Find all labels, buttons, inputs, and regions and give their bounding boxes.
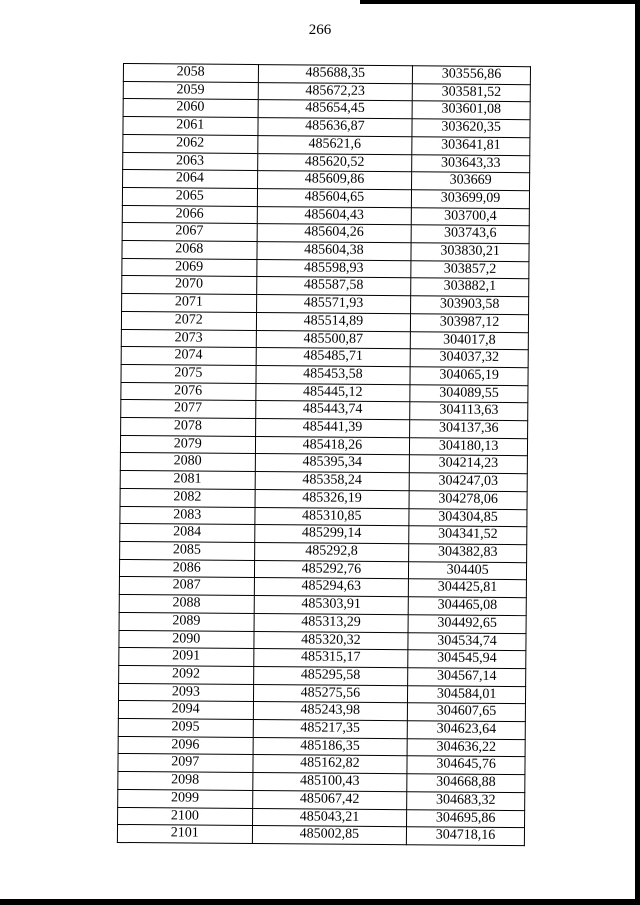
y-coordinate-cell: 303903,58 bbox=[411, 296, 529, 315]
x-coordinate-cell: 485275,56 bbox=[253, 684, 408, 703]
point-number-cell: 2092 bbox=[119, 665, 254, 684]
y-coordinate-cell: 304089,55 bbox=[410, 384, 528, 403]
y-coordinate-cell: 304645,76 bbox=[407, 756, 525, 775]
table-row bbox=[117, 825, 524, 846]
point-number-cell: 2096 bbox=[118, 736, 253, 755]
x-coordinate-cell: 485294,63 bbox=[254, 578, 409, 597]
point-number-cell: 2073 bbox=[121, 329, 256, 348]
point-number-cell: 2093 bbox=[118, 683, 253, 702]
point-number-cell: 2076 bbox=[121, 382, 256, 401]
point-number-cell: 2062 bbox=[123, 134, 258, 153]
y-coordinate-cell: 304718,16 bbox=[407, 827, 525, 846]
point-number-cell: 2060 bbox=[123, 99, 258, 118]
x-coordinate-cell: 485310,85 bbox=[254, 507, 409, 526]
x-coordinate-cell: 485621,6 bbox=[257, 135, 412, 154]
y-coordinate-cell: 304534,74 bbox=[408, 632, 526, 651]
x-coordinate-cell: 485445,12 bbox=[255, 383, 410, 402]
x-coordinate-cell: 485598,93 bbox=[256, 259, 411, 278]
y-coordinate-cell: 304607,65 bbox=[408, 703, 526, 722]
point-number-cell: 2074 bbox=[121, 347, 256, 366]
point-number-cell: 2085 bbox=[120, 541, 255, 560]
x-coordinate-cell: 485604,26 bbox=[257, 224, 412, 243]
x-coordinate-cell: 485313,29 bbox=[254, 613, 409, 632]
y-coordinate-cell: 304636,22 bbox=[407, 738, 525, 757]
y-coordinate-cell: 304214,23 bbox=[409, 455, 527, 474]
y-coordinate-cell: 303882,1 bbox=[411, 278, 529, 297]
point-number-cell: 2086 bbox=[119, 559, 254, 578]
x-coordinate-cell: 485604,65 bbox=[257, 188, 412, 207]
point-number-cell: 2070 bbox=[122, 276, 257, 295]
x-coordinate-cell: 485358,24 bbox=[255, 472, 410, 491]
x-coordinate-cell: 485620,52 bbox=[257, 153, 412, 172]
y-coordinate-cell: 304567,14 bbox=[408, 668, 526, 687]
point-number-cell: 2090 bbox=[119, 630, 254, 649]
y-coordinate-cell: 304683,32 bbox=[407, 792, 525, 811]
point-number-cell: 2067 bbox=[122, 223, 257, 242]
x-coordinate-cell: 485500,87 bbox=[256, 330, 411, 349]
x-coordinate-cell: 485303,91 bbox=[254, 596, 409, 615]
x-coordinate-cell: 485443,74 bbox=[255, 401, 410, 420]
x-coordinate-cell: 485067,42 bbox=[252, 790, 407, 809]
point-number-cell: 2078 bbox=[121, 418, 256, 437]
y-coordinate-cell: 304695,86 bbox=[407, 809, 525, 828]
y-coordinate-cell: 304278,06 bbox=[409, 491, 527, 510]
y-coordinate-cell: 304465,08 bbox=[408, 597, 526, 616]
point-number-cell: 2065 bbox=[122, 187, 257, 206]
y-coordinate-cell: 303643,33 bbox=[412, 154, 530, 173]
x-coordinate-cell: 485100,43 bbox=[252, 773, 407, 792]
x-coordinate-cell: 485315,17 bbox=[253, 649, 408, 668]
point-number-cell: 2059 bbox=[123, 81, 258, 100]
y-coordinate-cell: 304584,01 bbox=[408, 685, 526, 704]
y-coordinate-cell: 303641,81 bbox=[412, 137, 530, 156]
x-coordinate-cell: 485186,35 bbox=[253, 737, 408, 756]
y-coordinate-cell: 304180,13 bbox=[410, 438, 528, 457]
y-coordinate-cell: 303601,08 bbox=[412, 101, 530, 120]
coordinates-table-body bbox=[117, 64, 530, 846]
y-coordinate-cell: 303581,52 bbox=[412, 83, 530, 102]
y-coordinate-cell: 304425,81 bbox=[409, 579, 527, 598]
y-coordinate-cell: 303743,6 bbox=[411, 225, 529, 244]
x-coordinate-cell: 485672,23 bbox=[258, 82, 413, 101]
coordinates-table bbox=[117, 63, 531, 846]
x-coordinate-cell: 485441,39 bbox=[255, 419, 410, 438]
point-number-cell: 2066 bbox=[122, 205, 257, 224]
scan-edge-bottom bbox=[0, 899, 640, 905]
point-number-cell: 2063 bbox=[123, 152, 258, 171]
y-coordinate-cell: 304247,03 bbox=[409, 473, 527, 492]
point-number-cell: 2082 bbox=[120, 488, 255, 507]
x-coordinate-cell: 485636,87 bbox=[258, 118, 413, 137]
x-coordinate-cell: 485418,26 bbox=[255, 436, 410, 455]
y-coordinate-cell: 303556,86 bbox=[413, 66, 531, 85]
x-coordinate-cell: 485514,89 bbox=[256, 312, 411, 331]
x-coordinate-cell: 485604,38 bbox=[257, 242, 412, 261]
x-coordinate-cell: 485295,58 bbox=[253, 666, 408, 685]
y-coordinate-cell: 304304,85 bbox=[409, 508, 527, 527]
scan-edge-top bbox=[360, 0, 640, 4]
y-coordinate-cell: 304065,19 bbox=[410, 367, 528, 386]
point-number-cell: 2083 bbox=[120, 506, 255, 525]
point-number-cell: 2068 bbox=[122, 241, 257, 260]
x-coordinate-cell: 485292,8 bbox=[254, 543, 409, 562]
x-coordinate-cell: 485571,93 bbox=[256, 295, 411, 314]
point-number-cell: 2088 bbox=[119, 595, 254, 614]
x-coordinate-cell: 485326,19 bbox=[255, 489, 410, 508]
y-coordinate-cell: 303669 bbox=[412, 172, 530, 191]
x-coordinate-cell: 485587,58 bbox=[256, 277, 411, 296]
point-number-cell: 2087 bbox=[119, 577, 254, 596]
point-number-cell: 2079 bbox=[120, 435, 255, 454]
x-coordinate-cell: 485395,34 bbox=[255, 454, 410, 473]
point-number-cell: 2072 bbox=[121, 311, 256, 330]
x-coordinate-cell: 485299,14 bbox=[254, 525, 409, 544]
point-number-cell: 2069 bbox=[122, 258, 257, 277]
x-coordinate-cell: 485002,85 bbox=[252, 826, 407, 845]
x-coordinate-cell: 485688,35 bbox=[258, 65, 413, 84]
y-coordinate-cell: 303857,2 bbox=[411, 261, 529, 280]
point-number-cell: 2061 bbox=[123, 117, 258, 136]
y-coordinate-cell: 304405 bbox=[409, 561, 527, 580]
y-coordinate-cell: 304017,8 bbox=[410, 331, 528, 350]
scan-edge-right bbox=[635, 0, 640, 905]
point-number-cell: 2095 bbox=[118, 718, 253, 737]
point-number-cell: 2091 bbox=[119, 648, 254, 667]
y-coordinate-cell: 304668,88 bbox=[407, 774, 525, 793]
point-number-cell: 2084 bbox=[120, 524, 255, 543]
x-coordinate-cell: 485320,32 bbox=[253, 631, 408, 650]
point-number-cell: 2081 bbox=[120, 471, 255, 490]
x-coordinate-cell: 485604,43 bbox=[257, 206, 412, 225]
point-number-cell: 2098 bbox=[118, 772, 253, 791]
point-number-cell: 2080 bbox=[120, 453, 255, 472]
point-number-cell: 2089 bbox=[119, 612, 254, 631]
point-number-cell: 2094 bbox=[118, 701, 253, 720]
y-coordinate-cell: 304492,65 bbox=[408, 615, 526, 634]
point-number-cell: 2101 bbox=[117, 825, 252, 844]
y-coordinate-cell: 304341,52 bbox=[409, 526, 527, 545]
x-coordinate-cell: 485217,35 bbox=[253, 720, 408, 739]
x-coordinate-cell: 485162,82 bbox=[253, 755, 408, 774]
x-coordinate-cell: 485243,98 bbox=[253, 702, 408, 721]
x-coordinate-cell: 485043,21 bbox=[252, 808, 407, 827]
y-coordinate-cell: 303620,35 bbox=[412, 119, 530, 138]
x-coordinate-cell: 485654,45 bbox=[258, 100, 413, 119]
y-coordinate-cell: 304545,94 bbox=[408, 650, 526, 669]
y-coordinate-cell: 303700,4 bbox=[411, 207, 529, 226]
point-number-cell: 2099 bbox=[118, 789, 253, 808]
point-number-cell: 2064 bbox=[123, 170, 258, 189]
y-coordinate-cell: 303987,12 bbox=[411, 314, 529, 333]
page-number: 266 bbox=[308, 22, 332, 38]
x-coordinate-cell: 485453,58 bbox=[256, 366, 411, 385]
x-coordinate-cell: 485485,71 bbox=[256, 348, 411, 367]
x-coordinate-cell: 485292,76 bbox=[254, 560, 409, 579]
y-coordinate-cell: 303699,09 bbox=[412, 190, 530, 209]
point-number-cell: 2100 bbox=[118, 807, 253, 826]
y-coordinate-cell: 304113,63 bbox=[410, 402, 528, 421]
y-coordinate-cell: 304037,32 bbox=[410, 349, 528, 368]
x-coordinate-cell: 485609,86 bbox=[257, 171, 412, 190]
point-number-cell: 2058 bbox=[123, 64, 258, 83]
y-coordinate-cell: 304623,64 bbox=[407, 721, 525, 740]
point-number-cell: 2075 bbox=[121, 364, 256, 383]
point-number-cell: 2077 bbox=[121, 400, 256, 419]
y-coordinate-cell: 303830,21 bbox=[411, 243, 529, 262]
point-number-cell: 2097 bbox=[118, 754, 253, 773]
point-number-cell: 2071 bbox=[122, 294, 257, 313]
y-coordinate-cell: 304382,83 bbox=[409, 544, 527, 563]
y-coordinate-cell: 304137,36 bbox=[410, 420, 528, 439]
